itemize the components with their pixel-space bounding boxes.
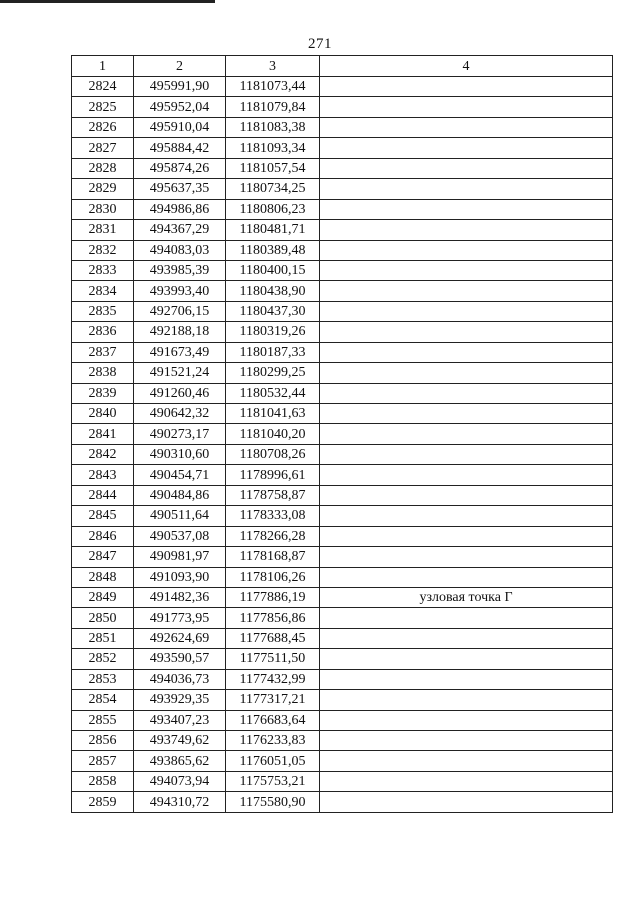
table-row xyxy=(72,363,613,383)
y-coordinate-cell: 1177688,45 xyxy=(226,628,320,648)
y-coordinate-cell: 1176051,05 xyxy=(226,751,320,771)
x-coordinate-cell: 493993,40 xyxy=(134,281,226,301)
point-number-cell: 2833 xyxy=(72,260,134,280)
table-row xyxy=(72,199,613,219)
note-cell xyxy=(320,363,613,383)
point-number-cell: 2841 xyxy=(72,424,134,444)
note-cell xyxy=(320,690,613,710)
column-header-y: 3 xyxy=(226,56,320,77)
y-coordinate-cell: 1178996,61 xyxy=(226,465,320,485)
y-coordinate-cell: 1178168,87 xyxy=(226,547,320,567)
y-coordinate-cell: 1181083,38 xyxy=(226,117,320,137)
x-coordinate-cell: 494986,86 xyxy=(134,199,226,219)
x-coordinate-cell: 491260,46 xyxy=(134,383,226,403)
note-cell xyxy=(320,608,613,628)
x-coordinate-cell: 493929,35 xyxy=(134,690,226,710)
x-coordinate-cell: 494367,29 xyxy=(134,220,226,240)
point-number-cell: 2848 xyxy=(72,567,134,587)
note-cell xyxy=(320,322,613,342)
point-number-cell: 2828 xyxy=(72,158,134,178)
table-row xyxy=(72,649,613,669)
note-cell xyxy=(320,240,613,260)
x-coordinate-cell: 491773,95 xyxy=(134,608,226,628)
note-cell xyxy=(320,158,613,178)
point-number-cell: 2857 xyxy=(72,751,134,771)
table-row xyxy=(72,301,613,321)
coordinates-table xyxy=(71,55,613,813)
point-number-cell: 2829 xyxy=(72,179,134,199)
note-cell xyxy=(320,179,613,199)
point-number-cell: 2827 xyxy=(72,138,134,158)
x-coordinate-cell: 490454,71 xyxy=(134,465,226,485)
table-row xyxy=(72,628,613,648)
point-number-cell: 2836 xyxy=(72,322,134,342)
x-coordinate-cell: 491093,90 xyxy=(134,567,226,587)
table-row xyxy=(72,77,613,97)
note-cell xyxy=(320,281,613,301)
y-coordinate-cell: 1180532,44 xyxy=(226,383,320,403)
note-cell xyxy=(320,77,613,97)
point-number-cell: 2853 xyxy=(72,669,134,689)
top-rule xyxy=(0,0,215,3)
table-row xyxy=(72,792,613,812)
point-number-cell: 2847 xyxy=(72,547,134,567)
y-coordinate-cell: 1180806,23 xyxy=(226,199,320,219)
table-header-row xyxy=(72,56,613,77)
y-coordinate-cell: 1180299,25 xyxy=(226,363,320,383)
point-number-cell: 2832 xyxy=(72,240,134,260)
x-coordinate-cell: 495874,26 xyxy=(134,158,226,178)
point-number-cell: 2826 xyxy=(72,117,134,137)
y-coordinate-cell: 1180438,90 xyxy=(226,281,320,301)
point-number-cell: 2858 xyxy=(72,771,134,791)
table-row xyxy=(72,404,613,424)
table-row xyxy=(72,547,613,567)
column-header-note: 4 xyxy=(320,56,613,77)
note-cell xyxy=(320,199,613,219)
point-number-cell: 2831 xyxy=(72,220,134,240)
y-coordinate-cell: 1181093,34 xyxy=(226,138,320,158)
y-coordinate-cell: 1181041,63 xyxy=(226,404,320,424)
x-coordinate-cell: 490484,86 xyxy=(134,485,226,505)
point-number-cell: 2842 xyxy=(72,444,134,464)
x-coordinate-cell: 493407,23 xyxy=(134,710,226,730)
x-coordinate-cell: 492188,18 xyxy=(134,322,226,342)
note-cell: узловая точка Г xyxy=(320,587,613,607)
table-row xyxy=(72,567,613,587)
y-coordinate-cell: 1178758,87 xyxy=(226,485,320,505)
x-coordinate-cell: 490310,60 xyxy=(134,444,226,464)
x-coordinate-cell: 495637,35 xyxy=(134,179,226,199)
table-row xyxy=(72,220,613,240)
note-cell xyxy=(320,260,613,280)
note-cell xyxy=(320,424,613,444)
point-number-cell: 2856 xyxy=(72,731,134,751)
note-cell xyxy=(320,506,613,526)
point-number-cell: 2835 xyxy=(72,301,134,321)
point-number-cell: 2846 xyxy=(72,526,134,546)
table-row xyxy=(72,771,613,791)
point-number-cell: 2837 xyxy=(72,342,134,362)
x-coordinate-cell: 490511,64 xyxy=(134,506,226,526)
point-number-cell: 2844 xyxy=(72,485,134,505)
note-cell xyxy=(320,751,613,771)
table-row xyxy=(72,138,613,158)
point-number-cell: 2850 xyxy=(72,608,134,628)
y-coordinate-cell: 1180734,25 xyxy=(226,179,320,199)
note-cell xyxy=(320,404,613,424)
column-header-x: 2 xyxy=(134,56,226,77)
x-coordinate-cell: 495910,04 xyxy=(134,117,226,137)
table-row xyxy=(72,383,613,403)
x-coordinate-cell: 490273,17 xyxy=(134,424,226,444)
y-coordinate-cell: 1178106,26 xyxy=(226,567,320,587)
point-number-cell: 2834 xyxy=(72,281,134,301)
x-coordinate-cell: 494036,73 xyxy=(134,669,226,689)
table-row xyxy=(72,526,613,546)
table-row xyxy=(72,485,613,505)
x-coordinate-cell: 492624,69 xyxy=(134,628,226,648)
x-coordinate-cell: 493865,62 xyxy=(134,751,226,771)
y-coordinate-cell: 1180389,48 xyxy=(226,240,320,260)
table-row xyxy=(72,751,613,771)
y-coordinate-cell: 1177432,99 xyxy=(226,669,320,689)
y-coordinate-cell: 1180187,33 xyxy=(226,342,320,362)
note-cell xyxy=(320,567,613,587)
column-header-point-number: 1 xyxy=(72,56,134,77)
table-row xyxy=(72,731,613,751)
x-coordinate-cell: 492706,15 xyxy=(134,301,226,321)
table-row xyxy=(72,506,613,526)
table-row xyxy=(72,424,613,444)
point-number-cell: 2854 xyxy=(72,690,134,710)
table-row xyxy=(72,322,613,342)
x-coordinate-cell: 494073,94 xyxy=(134,771,226,791)
note-cell xyxy=(320,485,613,505)
y-coordinate-cell: 1180400,15 xyxy=(226,260,320,280)
x-coordinate-cell: 491482,36 xyxy=(134,587,226,607)
x-coordinate-cell: 495952,04 xyxy=(134,97,226,117)
point-number-cell: 2830 xyxy=(72,199,134,219)
y-coordinate-cell: 1180708,26 xyxy=(226,444,320,464)
note-cell xyxy=(320,771,613,791)
y-coordinate-cell: 1181057,54 xyxy=(226,158,320,178)
note-cell xyxy=(320,526,613,546)
y-coordinate-cell: 1176233,83 xyxy=(226,731,320,751)
table-body xyxy=(72,77,613,813)
note-cell xyxy=(320,138,613,158)
y-coordinate-cell: 1181073,44 xyxy=(226,77,320,97)
page-number: 271 xyxy=(308,36,332,52)
y-coordinate-cell: 1181079,84 xyxy=(226,97,320,117)
y-coordinate-cell: 1181040,20 xyxy=(226,424,320,444)
point-number-cell: 2824 xyxy=(72,77,134,97)
note-cell xyxy=(320,444,613,464)
y-coordinate-cell: 1180437,30 xyxy=(226,301,320,321)
point-number-cell: 2839 xyxy=(72,383,134,403)
table-row xyxy=(72,587,613,607)
table-row xyxy=(72,281,613,301)
x-coordinate-cell: 493749,62 xyxy=(134,731,226,751)
table-row xyxy=(72,179,613,199)
point-number-cell: 2859 xyxy=(72,792,134,812)
y-coordinate-cell: 1175580,90 xyxy=(226,792,320,812)
y-coordinate-cell: 1177511,50 xyxy=(226,649,320,669)
y-coordinate-cell: 1175753,21 xyxy=(226,771,320,791)
note-cell xyxy=(320,342,613,362)
point-number-cell: 2825 xyxy=(72,97,134,117)
x-coordinate-cell: 493985,39 xyxy=(134,260,226,280)
x-coordinate-cell: 494310,72 xyxy=(134,792,226,812)
x-coordinate-cell: 490981,97 xyxy=(134,547,226,567)
table-row xyxy=(72,117,613,137)
y-coordinate-cell: 1176683,64 xyxy=(226,710,320,730)
y-coordinate-cell: 1180319,26 xyxy=(226,322,320,342)
table-row xyxy=(72,608,613,628)
note-cell xyxy=(320,465,613,485)
x-coordinate-cell: 493590,57 xyxy=(134,649,226,669)
note-cell xyxy=(320,301,613,321)
y-coordinate-cell: 1180481,71 xyxy=(226,220,320,240)
y-coordinate-cell: 1177886,19 xyxy=(226,587,320,607)
table-row xyxy=(72,97,613,117)
note-cell xyxy=(320,628,613,648)
table-row xyxy=(72,669,613,689)
table-row xyxy=(72,342,613,362)
x-coordinate-cell: 491673,49 xyxy=(134,342,226,362)
note-cell xyxy=(320,731,613,751)
table-row xyxy=(72,690,613,710)
point-number-cell: 2849 xyxy=(72,587,134,607)
table-row xyxy=(72,710,613,730)
note-cell xyxy=(320,649,613,669)
note-cell xyxy=(320,220,613,240)
point-number-cell: 2852 xyxy=(72,649,134,669)
x-coordinate-cell: 495991,90 xyxy=(134,77,226,97)
point-number-cell: 2851 xyxy=(72,628,134,648)
point-number-cell: 2840 xyxy=(72,404,134,424)
note-cell xyxy=(320,383,613,403)
note-cell xyxy=(320,710,613,730)
y-coordinate-cell: 1178266,28 xyxy=(226,526,320,546)
note-cell xyxy=(320,117,613,137)
y-coordinate-cell: 1178333,08 xyxy=(226,506,320,526)
table-row xyxy=(72,240,613,260)
x-coordinate-cell: 490642,32 xyxy=(134,404,226,424)
table-row xyxy=(72,465,613,485)
point-number-cell: 2838 xyxy=(72,363,134,383)
table-row xyxy=(72,444,613,464)
x-coordinate-cell: 495884,42 xyxy=(134,138,226,158)
x-coordinate-cell: 491521,24 xyxy=(134,363,226,383)
note-cell xyxy=(320,547,613,567)
table-row xyxy=(72,158,613,178)
note-cell xyxy=(320,97,613,117)
y-coordinate-cell: 1177317,21 xyxy=(226,690,320,710)
x-coordinate-cell: 490537,08 xyxy=(134,526,226,546)
point-number-cell: 2845 xyxy=(72,506,134,526)
table-row xyxy=(72,260,613,280)
x-coordinate-cell: 494083,03 xyxy=(134,240,226,260)
point-number-cell: 2855 xyxy=(72,710,134,730)
point-number-cell: 2843 xyxy=(72,465,134,485)
y-coordinate-cell: 1177856,86 xyxy=(226,608,320,628)
note-cell xyxy=(320,792,613,812)
note-cell xyxy=(320,669,613,689)
